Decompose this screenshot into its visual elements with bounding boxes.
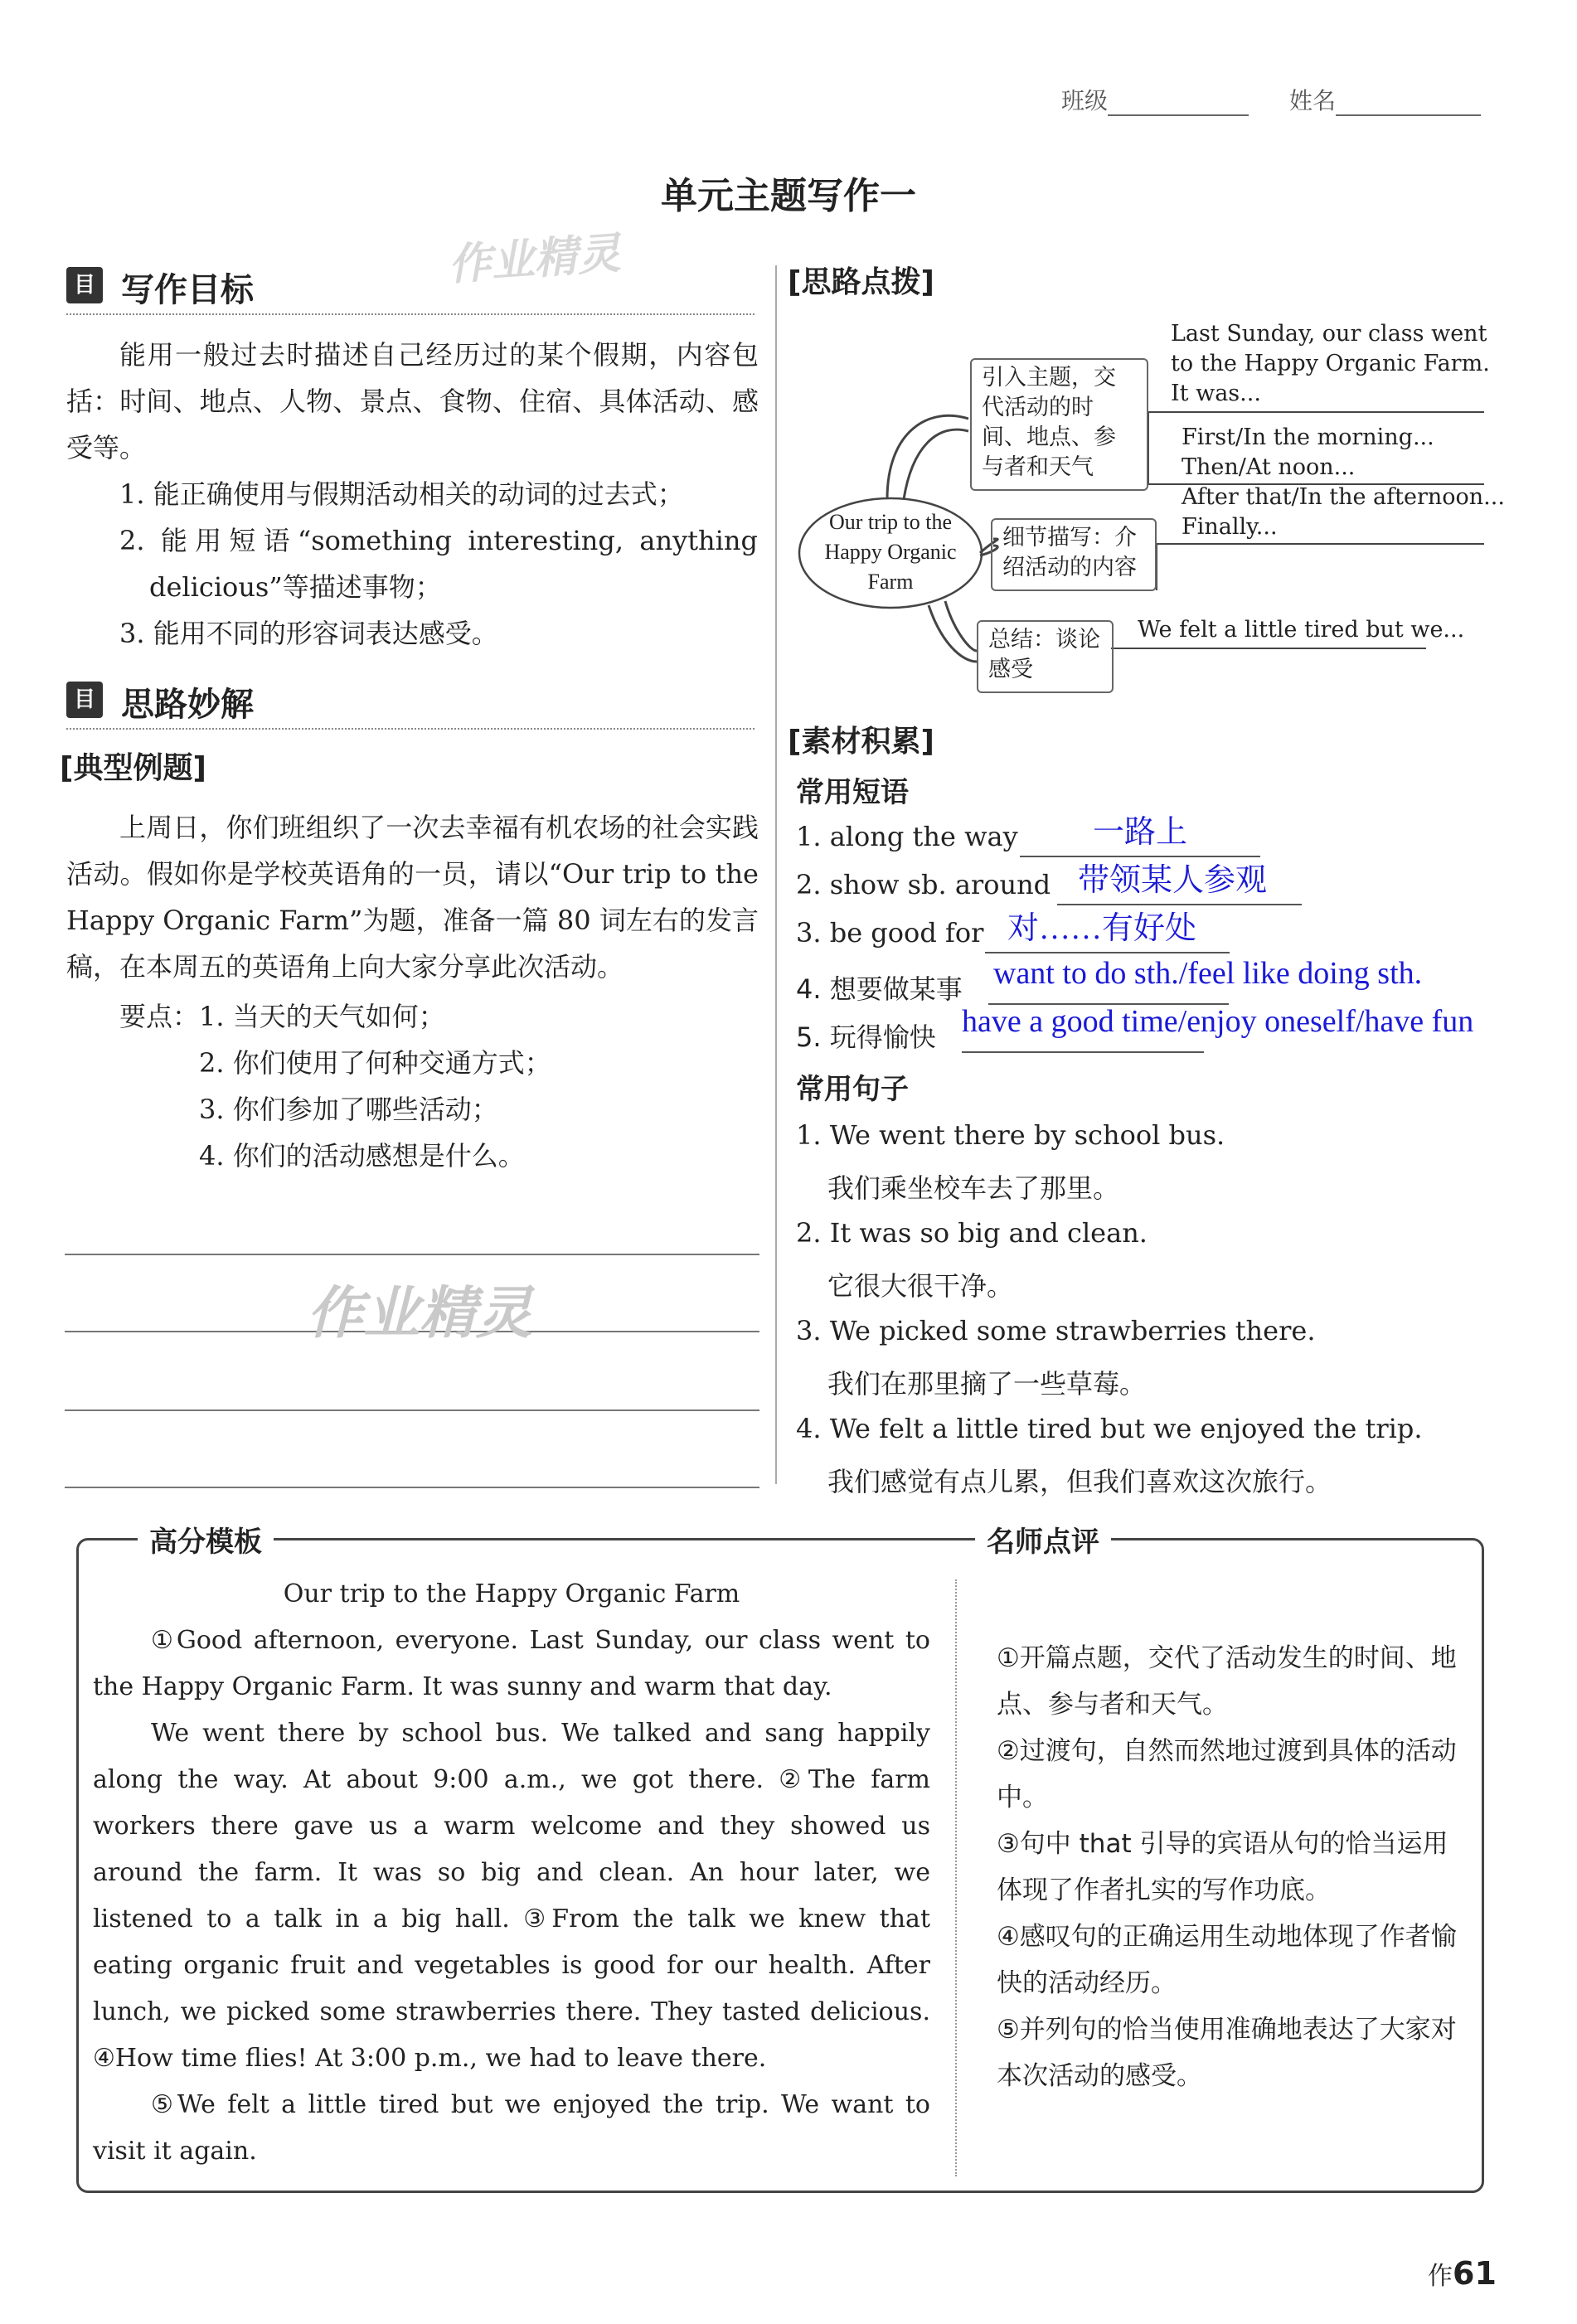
material-heading: [素材积累] bbox=[788, 725, 934, 759]
sentence-zh: 它很大很干净。 bbox=[827, 1270, 1014, 1302]
watermark-logo: 作业精灵 bbox=[307, 1281, 533, 1346]
example-prompt: 上周日，你们班组织了一次去幸福有机农场的社会实践活动。假如你是学校英语角的一员，请以“Our trip to the Happy Organic Farm”为题，准备一篇 80 词左右的发言稿，在本周五的英语角上向大家分享此次活动。 bbox=[66, 812, 759, 982]
mindmap-text: First/In the morning... bbox=[1182, 425, 1434, 450]
mindmap-center: Our trip to the Happy Organic Farm bbox=[824, 510, 957, 594]
handwritten-answer: want to do sth./feel like doing sth. bbox=[993, 956, 1423, 991]
handwritten-answer: 一路上 bbox=[1093, 815, 1188, 850]
name-field: 姓名 bbox=[1289, 83, 1481, 116]
answer-line bbox=[985, 952, 1230, 953]
mindmap-branch-intro: 引入主题，交代活动的时间、地点、参与者和天气 bbox=[970, 358, 1148, 491]
sentence-zh: 我们乘坐校车去了那里。 bbox=[827, 1172, 1120, 1204]
comment-item: ⑤并列句的恰当使用准确地表达了大家对本次活动的感受。 bbox=[997, 2015, 1457, 2091]
phrase-prompt: 2. show sb. around bbox=[796, 869, 1051, 900]
example-heading: [典型例题] bbox=[60, 751, 206, 785]
sentence-zh: 我们在那里摘了一些草莓。 bbox=[827, 1368, 1147, 1400]
template-paragraph: We went there by school bus. We talked and sang happily along the way. At about 9:00 a.m., we got there. ②The farm workers there gave us a warm welcome and they showed us around the farm. It was so big and clean. An hour later, we listened to a talk in a big hall. ③From the talk we knew that eating organic fruit and vegetables is good for our health. After lunch, we picked some strawberries there. They tasted delicious. ④How time flies! At 3:00 p.m., we had to leave there. bbox=[93, 1719, 930, 2073]
mindmap-text: Finally... bbox=[1182, 514, 1278, 540]
handwritten-answer: 带领某人参观 bbox=[1078, 863, 1268, 898]
sentences-heading: 常用句子 bbox=[796, 1073, 909, 1106]
comment-item: ④感叹句的正确运用生动地体现了作者愉快的活动经历。 bbox=[997, 1922, 1457, 1998]
divider bbox=[955, 1579, 957, 2176]
template-paragraph: ⑤We felt a little tired but we enjoyed the trip. We want to visit it again. bbox=[93, 2090, 930, 2166]
handwritten-answer: 对……有好处 bbox=[1007, 911, 1197, 946]
mindmap-branch-summary: 总结：谈论感受 bbox=[977, 620, 1114, 693]
divider bbox=[66, 728, 755, 730]
points-label: 要点： bbox=[119, 1001, 200, 1032]
phrases-heading: 常用短语 bbox=[796, 776, 909, 809]
writing-line bbox=[65, 1254, 759, 1255]
template-paragraph: ①Good afternoon, everyone. Last Sunday, our class went to the Happy Organic Farm. It was sunny and warm that day. bbox=[93, 1626, 930, 1701]
writing-line bbox=[65, 1409, 759, 1411]
comment-item: ①开篇点题，交代了活动发生的时间、地点、参与者和天气。 bbox=[997, 1643, 1457, 1720]
mindmap-text: to the Happy Organic Farm. bbox=[1171, 351, 1490, 376]
mindmap-text: Last Sunday, our class went bbox=[1171, 321, 1487, 347]
goal-intro: 能用一般过去时描述自己经历过的某个假期，内容包括：时间、地点、人物、景点、食物、住宿、具体活动、感受等。 bbox=[66, 339, 759, 463]
sentence-zh: 我们感觉有点儿累，但我们喜欢这次旅行。 bbox=[827, 1466, 1332, 1497]
point-item: 4. 你们的活动感想是什么。 bbox=[199, 1140, 525, 1172]
writing-line bbox=[65, 1487, 759, 1488]
solution-heading: 思路妙解 bbox=[121, 686, 254, 724]
sentence-en: 4. We felt a little tired but we enjoyed the trip. bbox=[796, 1413, 1423, 1444]
goal-heading: 写作目标 bbox=[121, 271, 254, 309]
phrase-prompt: 5. 玩得愉快 bbox=[796, 1021, 936, 1053]
mindmap-text: After that/In the afternoon... bbox=[1182, 484, 1505, 510]
sentence-en: 2. It was so big and clean. bbox=[796, 1217, 1148, 1249]
class-field: 班级 bbox=[1061, 83, 1249, 116]
mindmap-text: It was... bbox=[1171, 381, 1261, 406]
page-number: 作61 bbox=[1428, 2255, 1497, 2292]
goal-item: 3. 能用不同的形容词表达感受。 bbox=[119, 618, 498, 649]
mindmap-branch-detail: 细节描写：介绍活动的内容 bbox=[991, 518, 1157, 591]
comment-item: ②过渡句，自然而然地过渡到具体的活动中。 bbox=[997, 1736, 1457, 1812]
column-divider bbox=[775, 265, 777, 1484]
mindmap-text: We felt a little tired but we... bbox=[1138, 617, 1465, 643]
divider bbox=[66, 313, 755, 315]
template-title: Our trip to the Happy Organic Farm bbox=[283, 1579, 740, 1608]
section-icon: 目 bbox=[66, 682, 103, 718]
sentence-en: 3. We picked some strawberries there. bbox=[796, 1315, 1316, 1346]
phrase-prompt: 3. be good for bbox=[796, 917, 984, 949]
watermark-logo: 作业精灵 bbox=[446, 228, 623, 291]
page-title: 单元主题写作一 bbox=[661, 175, 916, 217]
point-item: 1. 当天的天气如何； bbox=[199, 1001, 445, 1032]
handwritten-answer: have a good time/enjoy oneself/have fun bbox=[962, 1004, 1474, 1039]
mindmap-text: Then/At noon... bbox=[1182, 454, 1356, 480]
comment-label: 名师点评 bbox=[975, 1519, 1111, 1560]
mindmap-heading: [思路点拨] bbox=[788, 265, 934, 299]
goal-item: 2. 能用短语“something interesting, anything delicious”等描述事物； bbox=[119, 525, 758, 603]
phrase-prompt: 1. along the way bbox=[796, 821, 1018, 852]
goal-item: 1. 能正确使用与假期活动相关的动词的过去式； bbox=[119, 478, 684, 510]
template-label: 高分模板 bbox=[138, 1519, 274, 1560]
answer-line bbox=[962, 1051, 1204, 1053]
phrase-prompt: 4. 想要做某事 bbox=[796, 973, 963, 1005]
point-item: 2. 你们使用了何种交通方式； bbox=[199, 1047, 551, 1079]
section-icon: 目 bbox=[66, 267, 103, 303]
point-item: 3. 你们参加了哪些活动； bbox=[199, 1094, 498, 1125]
sentence-en: 1. We went there by school bus. bbox=[796, 1119, 1225, 1151]
comment-item: ③句中 that 引导的宾语从句的恰当运用体现了作者扎实的写作功底。 bbox=[997, 1829, 1448, 1905]
